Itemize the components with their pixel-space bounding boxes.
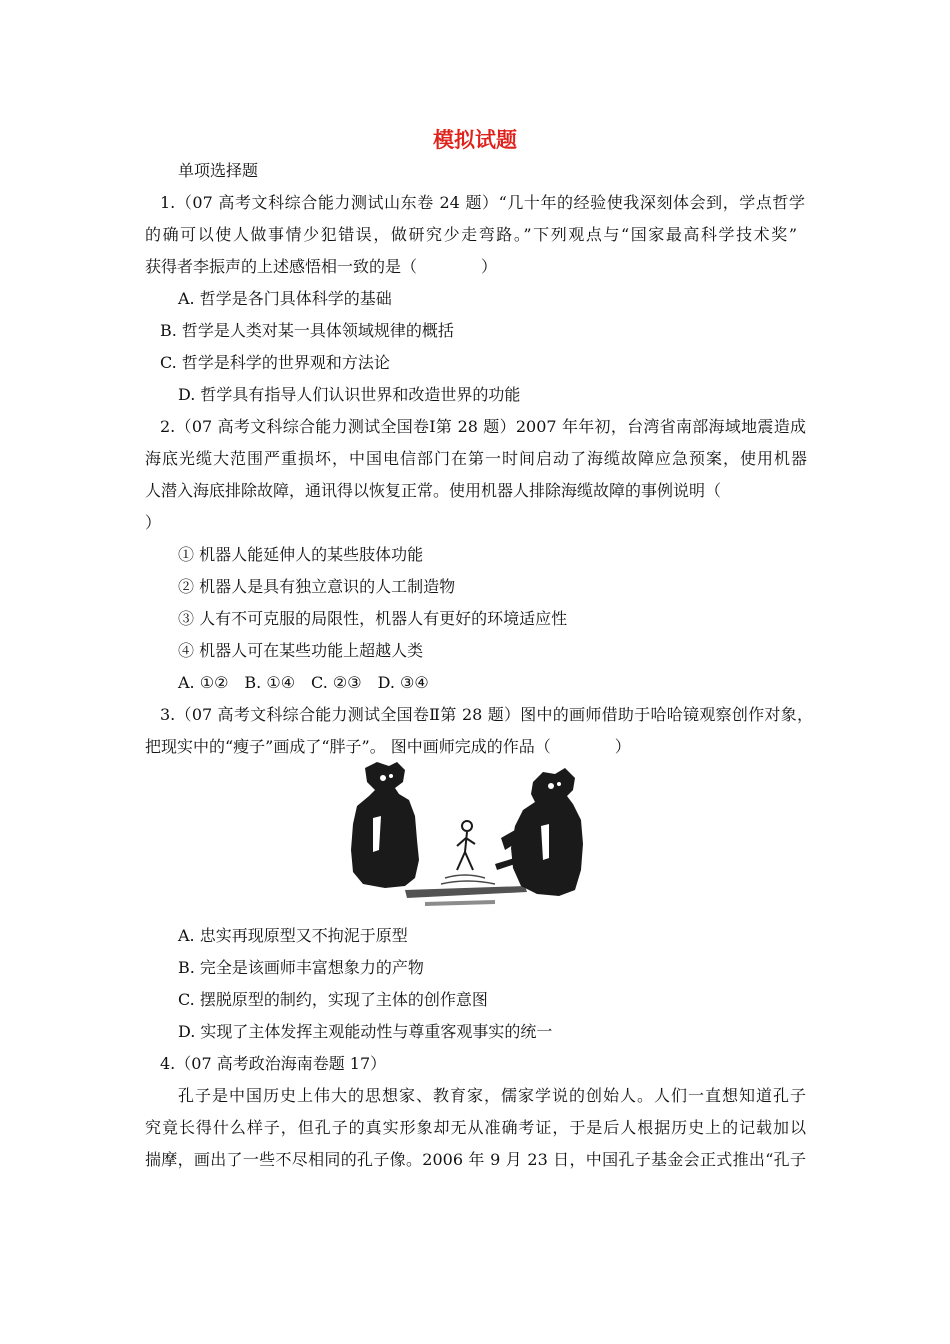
q3-option-b: B. 完全是该画师丰富想象力的产物 xyxy=(178,958,424,977)
q2-stem-line1: 2.（07 高考文科综合能力测试全国卷Ⅰ第 28 题）2007 年年初，台湾省南部海域地震造成 xyxy=(160,417,806,436)
q1-option-b: B. 哲学是人类对某一具体领域规律的概括 xyxy=(160,321,454,340)
q2-options: A. ①② B. ①④ C. ②③ D. ③④ xyxy=(178,673,429,692)
q1-stem-line3: 获得者李振声的上述感悟相一致的是（ ） xyxy=(145,257,498,276)
q2-statement-1: ① 机器人能延伸人的某些肢体功能 xyxy=(178,545,424,564)
q4-stem-line1: 4.（07 高考政治海南卷题 17） xyxy=(160,1054,387,1073)
q4-paragraph-line2: 究竟长得什么样子，但孔子的真实形象却无从准确考证，于是后人根据历史上的记载加以 xyxy=(145,1118,806,1137)
q2-statement-3: ③ 人有不可克服的局限性，机器人有更好的环境适应性 xyxy=(178,609,568,628)
q1-option-d: D. 哲学具有指导人们认识世界和改造世界的功能 xyxy=(178,385,521,404)
q1-option-a: A. 哲学是各门具体科学的基础 xyxy=(178,289,392,308)
q2-statement-4: ④ 机器人可在某些功能上超越人类 xyxy=(178,641,424,660)
q3-option-d: D. 实现了主体发挥主观能动性与尊重客观事实的统一 xyxy=(178,1022,553,1041)
q2-stem-line2: 海底光缆大范围严重损坏，中国电信部门在第一时间启动了海缆故障应急预案，使用机器 xyxy=(145,449,807,468)
q1-stem-line1: 1.（07 高考文科综合能力测试山东卷 24 题）“几十年的经验使我深刻体会到，学点哲学 xyxy=(160,193,805,212)
q1-stem-line2: 的确可以使人做事情少犯错误，做研究少走弯路。”下列观点与“国家最高科学技术奖” xyxy=(145,225,797,244)
q2-statement-2: ② 机器人是具有独立意识的人工制造物 xyxy=(178,577,456,596)
q3-stem-line1: 3.（07 高考文科综合能力测试全国卷Ⅱ第 28 题）图中的画师借助于哈哈镜观察创作对象， xyxy=(160,705,813,724)
q4-paragraph-line1: 孔子是中国历史上伟大的思想家、教育家，儒家学说的创始人。人们一直想知道孔子 xyxy=(178,1086,806,1105)
section-heading: 单项选择题 xyxy=(178,161,259,180)
q4-paragraph-line3: 揣摩，画出了一些不尽相同的孔子像。2006 年 9 月 23 日，中国孔子基金会正式推出“孔子 xyxy=(145,1150,806,1169)
q3-option-c: C. 摆脱原型的制约，实现了主体的创作意图 xyxy=(178,990,488,1009)
q2-stem-line3: 人潜入海底排除故障，通讯得以恢复正常。使用机器人排除海缆故障的事例说明（ xyxy=(145,481,722,500)
page-title: 模拟试题 xyxy=(433,128,517,152)
q3-stem-line2: 把现实中的“瘦子”画成了“胖子”。 图中画师完成的作品（ ） xyxy=(145,737,631,756)
q3-cartoon-illustration xyxy=(345,760,590,912)
q3-option-a: A. 忠实再现原型又不拘泥于原型 xyxy=(178,926,408,945)
q1-option-c: C. 哲学是科学的世界观和方法论 xyxy=(160,353,390,372)
q2-stem-line4: ） xyxy=(145,513,162,532)
